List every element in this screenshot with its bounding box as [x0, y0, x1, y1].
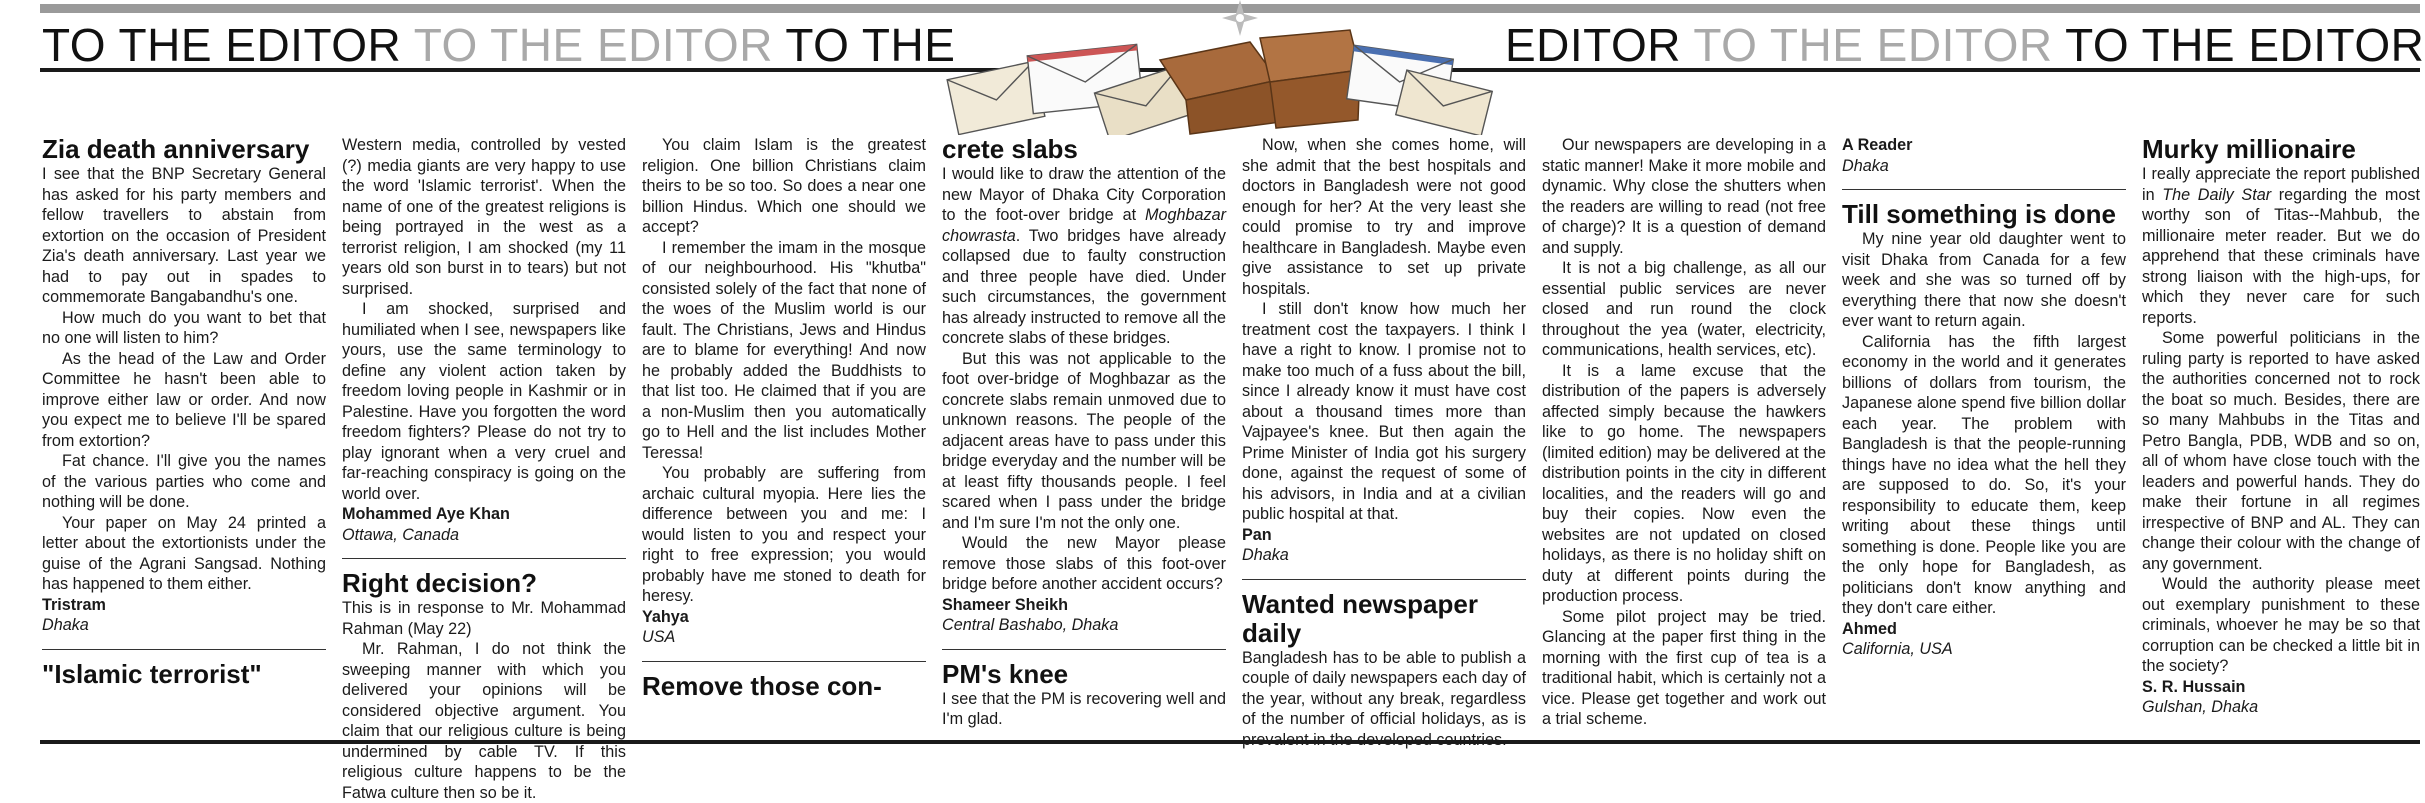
banner-right-3: TO THE EDITOR: [2065, 19, 2425, 71]
sparkle-icon: [1222, 0, 1258, 36]
headline-pm-knee: PM's knee: [942, 658, 1069, 689]
newspaper-name: The Daily Star: [2162, 185, 2272, 204]
separator: [1842, 189, 2126, 190]
wanted-signature: A Reader: [1842, 136, 1913, 154]
banner-right-1: EDITOR: [1505, 19, 1681, 71]
pm-para-3: I still don't know how much her treatment cost the taxpayers. I think I have a right to know. I promise not to make too much of a fuss about the bill, since I already know it must have cost about a thousand times more than Vajpayee's knee. But then again the Prime Minister of India got his surgery done, against the request of some of his advisors, in India and at a civilian public hospital at that.: [1242, 300, 1526, 523]
slabs-para-2: But this was not applicable to the foot over-bridge of Moghbazar as the concrete slabs remain unmoved due to unknown reasons. The people of the adjacent areas have to pass under this bridge everyday and the number will be at least fifty thousands people. I feel scared when I pass under the bridge and I'm sure I'm not the only one.: [942, 349, 1226, 532]
slabs-para-3: Would the new Mayor please remove those slabs of this foot-over bridge before another accident occurs?: [942, 534, 1226, 593]
zia-para-4: Fat chance. I'll give you the names of the various parties who come and nothing will be done.: [42, 452, 326, 511]
zia-para-5: Your paper on May 24 printed a letter about the extortionists under the guise of the Agrani Sangsad. Nothing has happened to them either.: [42, 513, 326, 593]
column-7: [1842, 135, 2126, 660]
murky-para-1-rest: regarding the most worthy son of Titas--Mahbub, the millionaire meter reader. But we do apprehend that these criminals have strong liaison with the high-ups, for which they never care for such reports.: [2142, 185, 2420, 327]
separator: [342, 558, 626, 559]
zia-para-2: How much do you want to bet that no one will listen to him?: [42, 308, 326, 347]
slabs-para-1-text: I would like to draw the attention of the new Mayor of Dhaka City Corporation to the foot-over bridge at: [942, 165, 1226, 224]
pm-para-1: I see that the PM is recovering well and I'm glad.: [942, 689, 1226, 728]
headline-zia: Zia death anniversary: [42, 134, 310, 164]
zia-para-3: As the head of the Law and Order Committee he hasn't been able to improve either law or order. And now you expect me to believe I'll be spared from extortion?: [42, 349, 326, 450]
murky-para-2: Some powerful politicians in the ruling party is reported to have asked the authorities concerned not to rock the boat so much. Besides, there are so many Mahbubs in the Titas and Petro Bangla, PDB, WDB and so on, all of whom have close touch with the leaders and powerful hands. They do make their fortune in all regimes irrespective of BNP and AL. They can change their colour with the change of any government.: [2142, 329, 2420, 573]
islamic-para-1: Western media, controlled by vested (?) media giants are very happy to use the word 'Islamic terrorist'. When the name of one of the greatest religions is being portrayed in the west as a terrorist religion, I am shocked (my 11 years old son burst in to tears) but not surprised.: [342, 136, 626, 298]
till-location: California, USA: [1842, 640, 1953, 658]
slabs-location: Central Bashabo, Dhaka: [942, 616, 1119, 634]
separator: [42, 649, 326, 650]
pm-para-2: Now, when she comes home, will she admit that the best hospitals and doctors in Bangladesh were not good enough for her? At the very least she could promise to try and improve healthcare in Bangladesh. Maybe even give assistance to set up private hospitals.: [1242, 136, 1526, 298]
right-para-4: I remember the imam in the mosque of our neighbourhood. His "khutba" consisted solely of the fact that none of the woes of the Muslim world is our fault. The Christians, Jews and Hindus are to blame for everything! And now he probably added the Buddhists to that list too. He claimed that if you are a non-Muslim then you automatically go to Hell and the list includes Mother Teressa!: [642, 238, 926, 462]
zia-location: Dhaka: [42, 616, 89, 634]
slabs-para-1-rest: . Two bridges have already collapsed due to faulty construction and three people have died. Under such circumstances, the government has already instructed to remove all the concrete slabs of these bridges.: [942, 226, 1226, 347]
parcel-icon: [1160, 30, 1360, 134]
banner-right: [1505, 18, 2424, 72]
envelope-icon: [1396, 70, 1493, 135]
slabs-para-1: [942, 164, 1226, 349]
slabs-place-name: Moghbazar chowrasta: [942, 206, 1227, 245]
slabs-signature: Shameer Sheikh: [942, 595, 1068, 614]
column-8: [2142, 135, 2420, 718]
column-3: [642, 135, 926, 701]
pm-signature: Pan: [1242, 525, 1272, 544]
murky-signature: S. R. Hussain: [2142, 677, 2246, 696]
murky-para-3: Would the authority please meet out exemplary punishment to these criminals, whoever he may be so that corruption can be checked a little bit in the society?: [2142, 575, 2420, 675]
till-para-1: My nine year old daughter went to visit Dhaka from Canada for a few week and she was so turned off by everything there that now she doesn't ever want to return again.: [1842, 230, 2126, 330]
pm-location: Dhaka: [1242, 546, 1289, 564]
envelopes-illustration: [900, 0, 1520, 135]
column-1: [42, 135, 326, 689]
column-6: [1542, 135, 1826, 730]
right-location: USA: [642, 628, 676, 646]
wanted-para-3: It is not a big challenge, as all our essential public services are never closed and run round the clock throughout the yea (water, electricity, communications, health services, etc).: [1542, 259, 1826, 359]
islamic-signature: Mohammed Aye Khan: [342, 505, 510, 523]
wanted-para-2: Our newspapers are developing in a static manner! Make it more mobile and dynamic. Why close the shutters when the readers are willing to read (not free of charge)? It is a question of demand and supply.: [1542, 136, 1826, 257]
zia-signature: Tristram: [42, 595, 106, 614]
separator: [642, 661, 926, 662]
banner-left: [42, 18, 955, 72]
banner-right-2: TO THE EDITOR: [1693, 19, 2053, 71]
wanted-para-5: Some pilot project may be tried. Glancing at the paper first thing in the morning with the first cup of tea is a traditional habit, which is certainly not a vice. Please get together and work out a trial scheme.: [1542, 607, 1826, 728]
right-para-2: Mr. Rahman, I do not think the sweeping manner with which you delivered your opinions will be considered objective argument. You claim that our religious culture is being undermined by cable TV. If this religious culture happens to be the Fatwa culture then so be it.: [342, 640, 626, 802]
separator: [942, 649, 1226, 650]
headline-islamic-terrorist: "Islamic terrorist": [42, 658, 262, 689]
column-4: [942, 135, 1226, 730]
right-para-5: You probably are suffering from archaic cultural myopia. Here lies the difference between you and me: I would listen to you and respect your right to free expression; you would probably have me stoned to death for heresy.: [642, 464, 926, 605]
headline-till-something: Till something is done: [1842, 199, 2116, 229]
zia-para-1: I see that the BNP Secretary General has asked for his party members and fellow travellers to abstain from extortion on the occasion of President Zia's death anniversary. Last year we had to pay out in spades to commemorate Bangabandhu's one.: [42, 165, 326, 306]
headline-slabs-part-1: Remove those con-: [642, 670, 882, 701]
till-para-2: California has the fifth largest economy in the world and it generates billions of dollars from tourism, the Japanese alone spend five billion dollar each year. The problem with Bangladesh is that the people-running things have no idea what the hell they are supposed to do. So, it's your responsibility to educate them, keep writing about these things until something is done. People like you are the only hope for Bangladesh, as politicians don't know anything and they don't care either.: [1842, 332, 2126, 617]
murky-para-1: [2142, 164, 2420, 328]
right-signature: Yahya: [642, 607, 689, 626]
headline-wanted-newspaper: Wanted newspaper daily: [1242, 588, 1478, 648]
banner-left-3: TO THE: [785, 19, 956, 71]
wanted-location: Dhaka: [1842, 156, 1889, 175]
islamic-para-2: I am shocked, surprised and humiliated when I see, newspapers like yours, use the same terminology to define any violent action taken by freedom loving people in Kashmir or in Palestine. Have you forgotten the word freedom fighters? Please do not try to play ignorant when a very cruel and far-reaching conspiracy is going on the world over.: [342, 300, 626, 503]
right-para-1: This is in response to Mr. Mohammad Rahman (May 22): [342, 599, 626, 638]
wanted-para-1: Bangladesh has to be able to publish a couple of daily newspapers each day of the year, without any break, regardless of the number of official holidays, as is prevalent in the developed countries.: [1242, 648, 1526, 749]
banner-left-1: TO THE EDITOR: [42, 19, 402, 71]
headline-slabs-part-2: crete slabs: [942, 134, 1078, 164]
headline-murky-millionaire: Murky millionaire: [2142, 134, 2356, 164]
murky-para-1-text: I really appreciate the report published in: [2142, 165, 2420, 204]
wanted-para-4: It is a lame excuse that the distribution of the papers is adversely affected simply because the hawkers like to go home. The newspapers (limited edition) may be delivered at the distribution points in the city in different localities, and the readers will go and buy their copies. Now even the websites are not updated on closed holidays, as there is no holiday shift on duty at different points during the production process.: [1542, 361, 1826, 605]
banner-left-2: TO THE EDITOR: [413, 19, 773, 71]
column-2: [342, 135, 626, 803]
till-signature: Ahmed: [1842, 619, 1897, 638]
right-para-3: You claim Islam is the greatest religion. One billion Christians claim theirs to be so too. So does a near one billion Hindus. Which one should we accept?: [642, 136, 926, 236]
headline-right-decision: Right decision?: [342, 568, 537, 598]
murky-location: Gulshan, Dhaka: [2142, 698, 2259, 716]
separator: [1242, 579, 1526, 580]
column-5: [1242, 135, 1526, 750]
islamic-location: Ottawa, Canada: [342, 525, 459, 544]
